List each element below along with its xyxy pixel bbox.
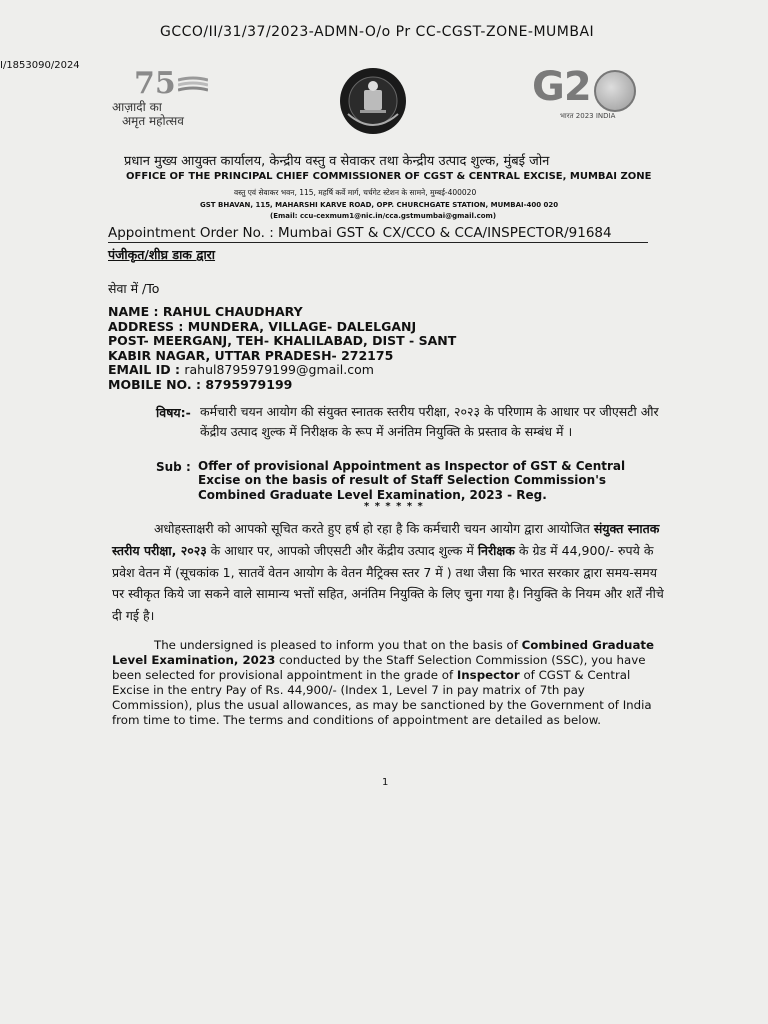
hindi-text-2: के आधार पर, आपको जीएसटी और केंद्रीय उत्पाद शुल्क में	[206, 542, 478, 558]
english-text-3: of CGST & Central Excise in the entry Pay of Rs. 44,900/- (Index 1, Level 7 in pay matrix of 7th pay Commission), plus the usual allowances, as may be sanctioned by the Government of India from time to time. The terms and conditions of appointment are detailed as below.	[112, 667, 652, 727]
azadi-logo-line2: अमृत महोत्सव	[122, 114, 184, 128]
office-name-english: OFFICE OF THE PRINCIPAL CHIEF COMMISSIONER OF CGST & CENTRAL EXCISE, MUMBAI ZONE	[126, 171, 652, 182]
addressee-mobile: MOBILE NO. : 8795979199	[108, 376, 293, 392]
azadi-logo-line1: आज़ादी का	[112, 100, 162, 114]
flag-swoosh-icon	[178, 76, 208, 92]
office-address-hindi: वस्तु एवं सेवाकर भवन, 115, महर्षि कर्वे मार्ग, चर्चगेट स्टेशन के सामने, मुम्बई-400020	[234, 188, 477, 197]
appointment-order-number: Appointment Order No. : Mumbai GST & CX/CCO & CCA/INSPECTOR/91684	[108, 225, 612, 241]
subject-text-hindi: कर्मचारी चयन आयोग की संयुक्त स्नातक स्तरीय परीक्षा, २०२३ के परिणाम के आधार पर जीएसटी और केंद्रीय उत्पाद शुल्क में निरीक्षक के रूप में अनंतिम नियुक्ति के प्रस्ताव के सम्बंध में ।	[200, 404, 659, 439]
body-paragraph-english	[112, 638, 664, 727]
divider	[108, 242, 648, 243]
subject-label-english: Sub :	[156, 460, 191, 474]
cbic-emblem-icon	[338, 66, 408, 136]
azadi-ka-amrit-mahotsav-logo	[112, 66, 222, 126]
g20-logo-text: G2	[532, 64, 591, 110]
hindi-text-3: के ग्रेड में 44,900/- रुपये के प्रवेश वेतन में (सूचकांक 1, सातवें वेतन आयोग के वेतन मैट्रिक्स स्तर 7 में ) तथा जैसा कि भारत सरकार द्वारा समय-समय पर स्वीकृत किये जा सकने वाले सामान्य भत्तों सहित, अनंतिम नियुक्ति के लिए चुना गया है। नियुक्ति के नियम और शर्तें नीचे दी गई है।	[112, 542, 664, 624]
hindi-bold-inspector: निरीक्षक	[477, 542, 515, 558]
hindi-text-1: अधोहस्ताक्षरी को आपको सूचित करते हुए हर्ष हो रहा है कि कर्मचारी चयन आयोग द्वारा आयोजित	[154, 521, 594, 536]
g20-logo-subtitle: भारत 2023 INDIA	[560, 112, 616, 120]
to-label: सेवा में /To	[108, 281, 160, 296]
body-paragraph-hindi	[112, 518, 664, 627]
office-name-hindi: प्रधान मुख्य आयुक्त कार्यालय, केन्द्रीय वस्तु व सेवाकर तथा केन्द्रीय उत्पाद शुल्क, मुंबई जोन	[124, 154, 550, 169]
subject-text-english: Offer of provisional Appointment as Inspector of GST & Central Excise on the basis of result of Staff Selection Commission's Combined Graduate Level Examination, 2023 - Reg.	[198, 459, 626, 502]
document-number: I/1853090/2024	[0, 60, 80, 71]
g20-logo	[532, 64, 644, 126]
english-bold-inspector: Inspector	[456, 667, 520, 682]
english-text-1: The undersigned is pleased to inform you that on the basis of	[154, 638, 522, 652]
addressee-address-line3: KABIR NAGAR, UTTAR PRADESH- 272175	[108, 347, 394, 363]
globe-icon	[594, 70, 636, 112]
addressee-block	[108, 305, 456, 393]
email-label: EMAIL ID :	[108, 362, 185, 378]
registered-post-note: पंजीकृत/शीघ्र डाक द्वारा	[108, 247, 216, 262]
english-text-2: conducted by the Staff Selection Commission (SSC), you have been selected for provisional appointment in the grade of	[112, 652, 646, 682]
addressee-address-line1: ADDRESS : MUNDERA, VILLAGE- DALELGANJ	[108, 318, 417, 334]
subject-label-hindi: विषय:-	[156, 405, 191, 420]
page-number: 1	[382, 777, 389, 788]
office-address-english: GST BHAVAN, 115, MAHARSHI KARVE ROAD, OPP. CHURCHGATE STATION, MUMBAI-400 020	[200, 201, 559, 209]
addressee-email: rahul8795979199@gmail.com	[184, 362, 374, 378]
azadi-logo-number: 75	[134, 66, 176, 101]
addressee-name: NAME : RAHUL CHAUDHARY	[108, 304, 303, 319]
english-bold-exam: Combined Graduate Level Examination, 2023	[112, 638, 655, 667]
addressee-address-line2: POST- MEERGANJ, TEH- KHALILABAD, DIST - SANT	[108, 333, 457, 349]
addressee-email-row	[108, 363, 456, 378]
file-reference: GCCO/II/31/37/2023-ADMN-O/o Pr CC-CGST-ZONE-MUMBAI	[160, 24, 595, 40]
office-email: (Email: ccu-cexmum1@nic.in/cca.gstmumbai@gmail.com)	[270, 212, 497, 220]
separator-stars: * * * * * *	[364, 501, 424, 512]
hindi-bold-exam: संयुक्त स्नातक स्तरीय परीक्षा, २०२३	[112, 521, 660, 558]
